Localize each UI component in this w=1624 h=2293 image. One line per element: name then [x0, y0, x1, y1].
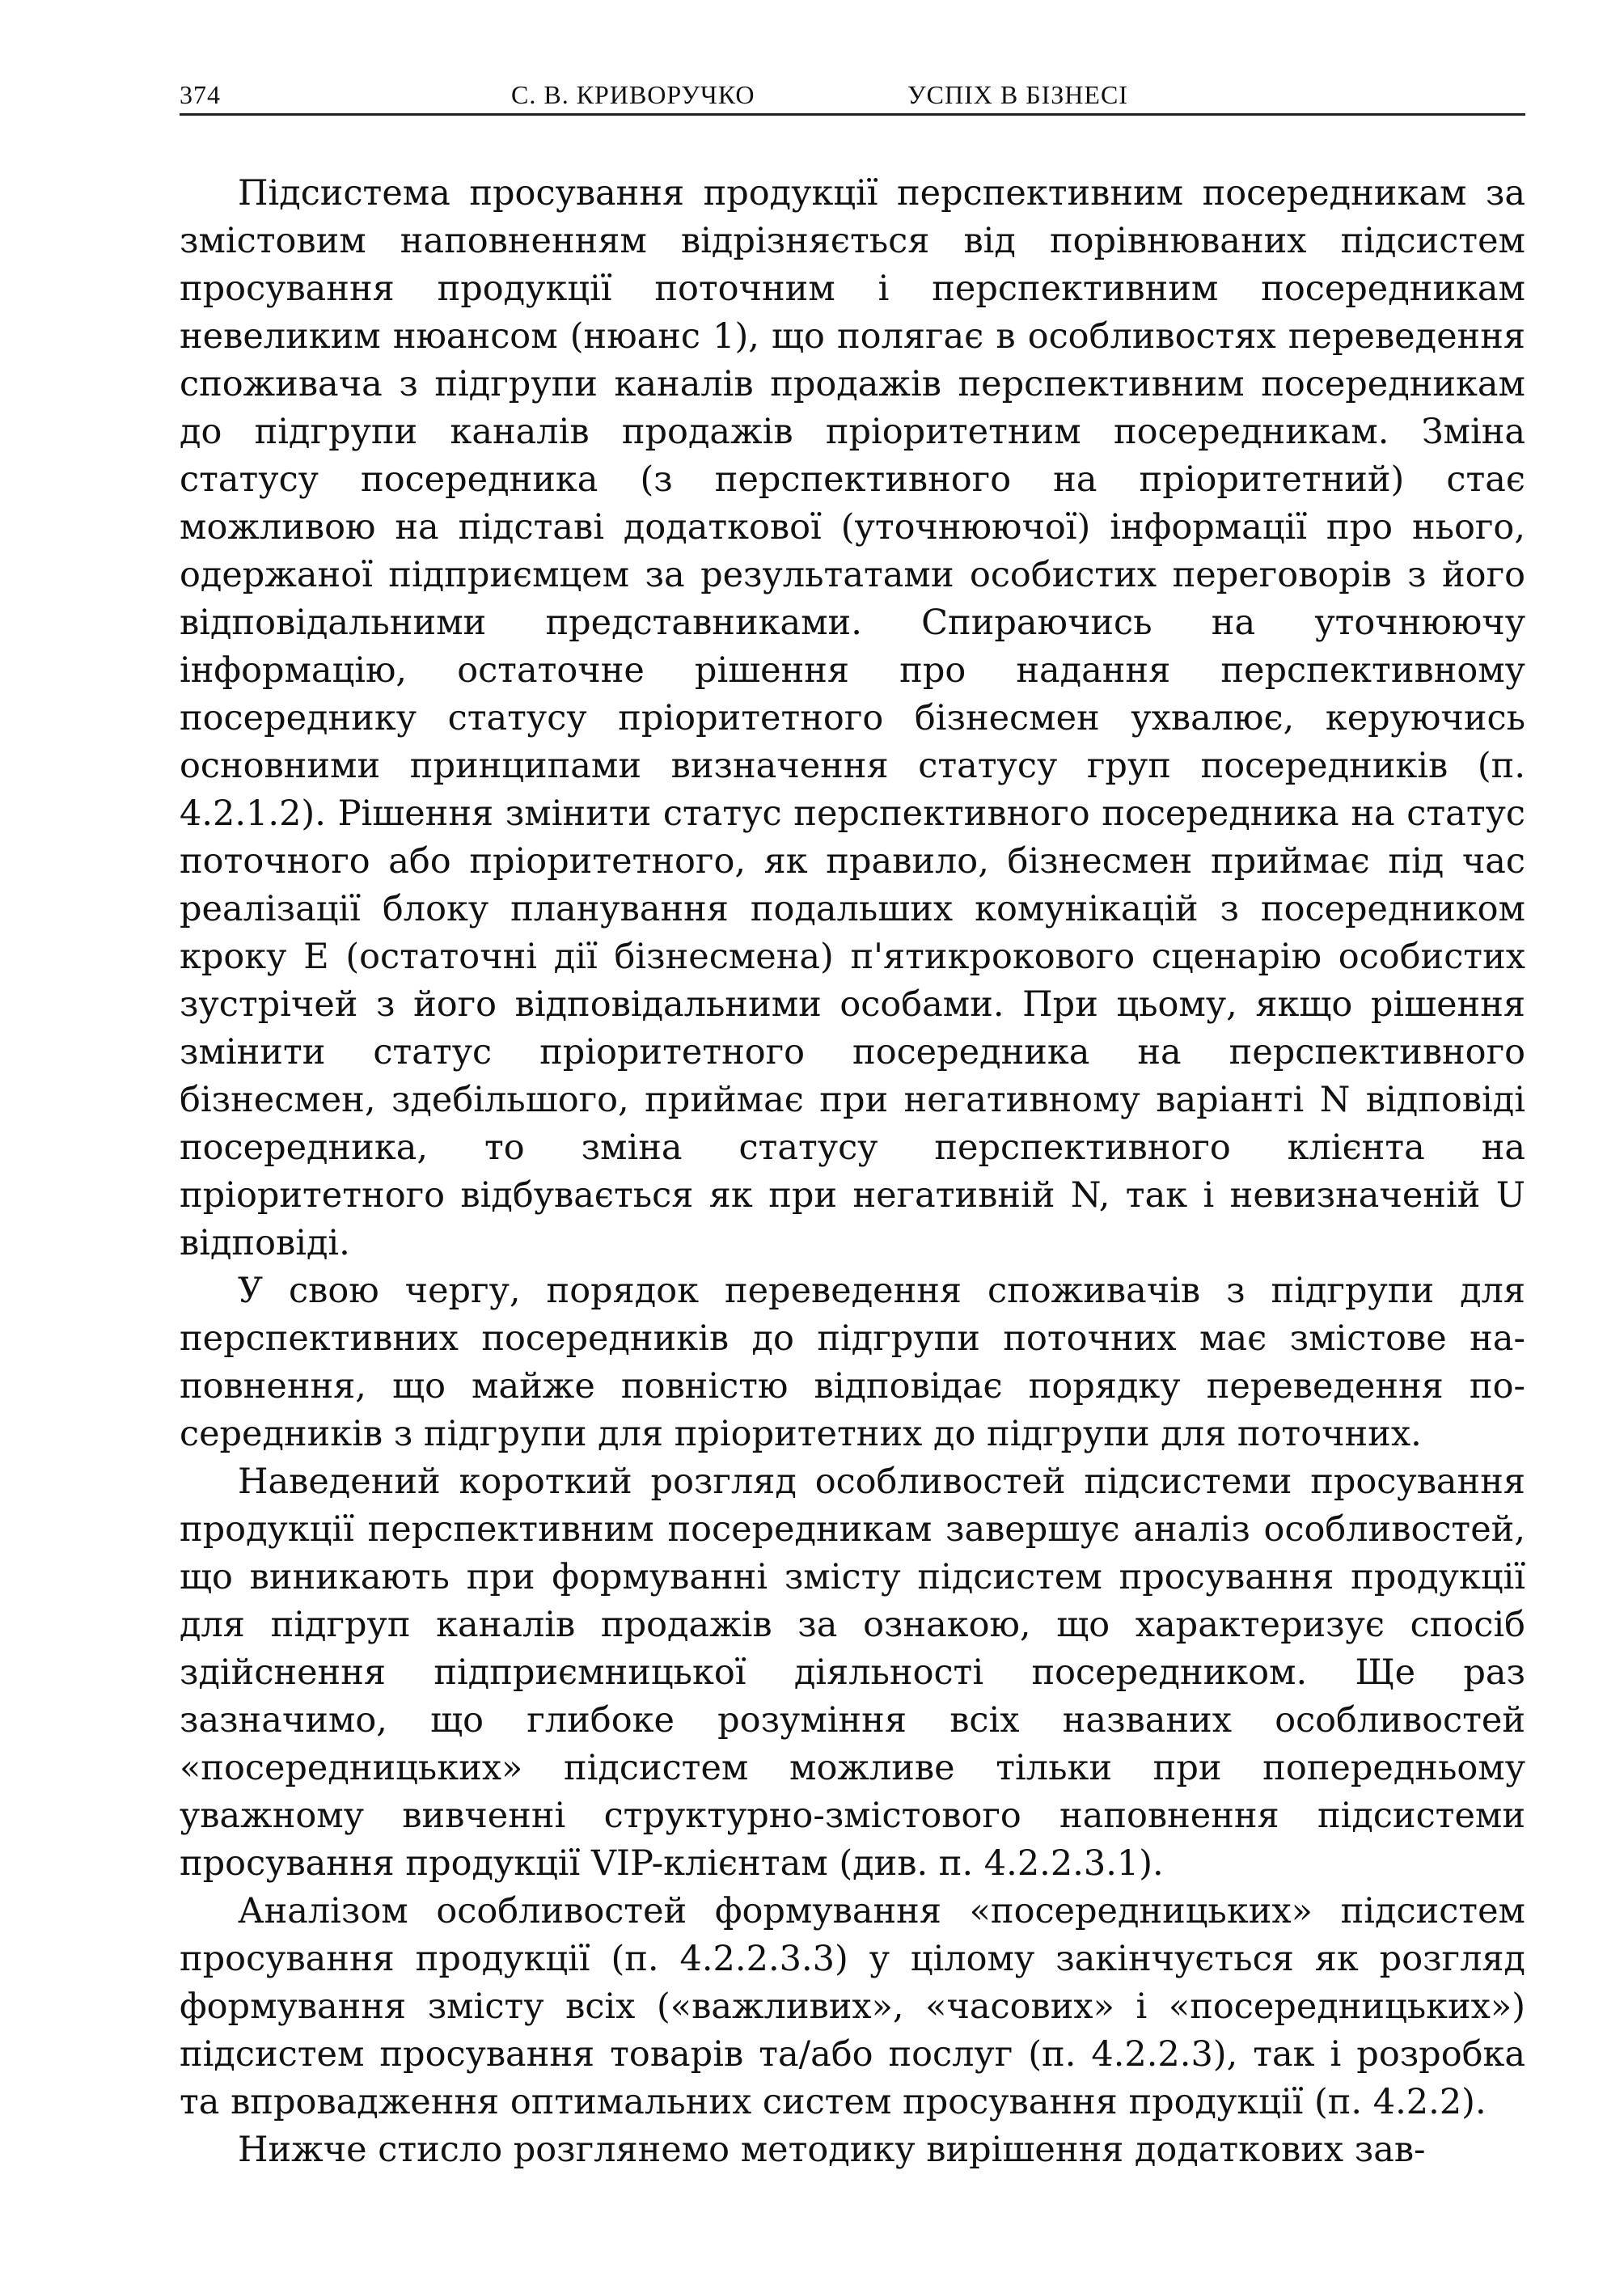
paragraph: Наведений короткий розгляд особливостей підсистеми просування продукції перспективним посередникам завершує аналіз особливостей, що виникають при формуванні змісту підсистем просування продукції для підгруп каналів продажів за ознакою, що характеризує спосіб здійснення підприємницької діяльності посередником. Ще раз зазначимо, що глибоке розуміння всіх названих особливостей «посередницьких» підсистем можливе тільки при попередньому уважному вивченні структурно-змістового наповнення підсистеми просування продукції VIP-клієнтам (див. п. 4.2.2.3.1). — [180, 1462, 1525, 1884]
paragraph: Нижче стисло розглянемо методику вирішення додаткових зав- — [238, 2130, 1426, 2170]
paragraph: Аналізом особливостей формування «посередницьких» підсистем просування продукції (п. 4.2.2.3.3) у цілому закінчується як розгляд формування змісту всіх («важливих», «часових» і «посередницьких») підсистем просування товарів та/або послуг (п. 4.2.2.3), так і розробка та впровадження оптимальних систем просування продукції (п. 4.2.2). — [180, 1891, 1525, 2122]
paragraph: Підсистема просування продукції перспективним посередникам за змістовим наповненням відрізняється від порівнюваних підсистем просування продукції поточним і перспективним посередникам невеликим нюансом (нюанс 1), що полягає в особливостях переведення споживача з підгрупи каналів продажів перспективним посередникам до підгрупи каналів продажів пріоритетним посередникам. Зміна статусу посередника (з перспективного на пріоритетний) стає можливою на підставі додаткової (уточнюючої) інформації про нього, одержаної підприємцем за результатами особистих переговорів з його відповідальними представниками. Спираючись на уточнюючу інформацію, остаточне рішення про надання перспективному посереднику статусу пріоритетного бізнесмен ухвалює, керуючись основними принципами визначення статусу груп посередників (п. 4.2.1.2). Рішення змінити статус перспективного посередника на статус поточного або пріоритетного, як правило, бізнесмен приймає під час реалізації блоку планування подальших комунікацій з посередником кроку Е (остаточні дії бізнесмена) п'ятикрокового сценарію особистих зустрічей з його відповідальними особами. При цьому, якщо рішення змінити статус пріоритетного посередника на перспективного бізнесмен, здебільшого, приймає при негативному варіанті N відповіді посередника, то зміна статусу перспективного клієнта на пріоритетного відбувається як при негативній N, так і невизначеній U відповіді. — [180, 173, 1525, 1263]
header-book-title: УСПІХ В БІЗНЕСІ — [907, 80, 1128, 109]
body-text — [180, 170, 1525, 2174]
running-header — [180, 76, 1525, 116]
paragraph: У свою чергу, порядок переведення споживачів з підгрупи для перспективних посередників до підгрупи поточних має змістове наповнення, що майже повністю відповідає порядку переведення посередників з підгрупи для пріоритетних до підгрупи для поточних. — [180, 1271, 1525, 1454]
header-author: С. В. КРИВОРУЧКО — [511, 80, 755, 109]
page-number: 374 — [180, 80, 221, 109]
